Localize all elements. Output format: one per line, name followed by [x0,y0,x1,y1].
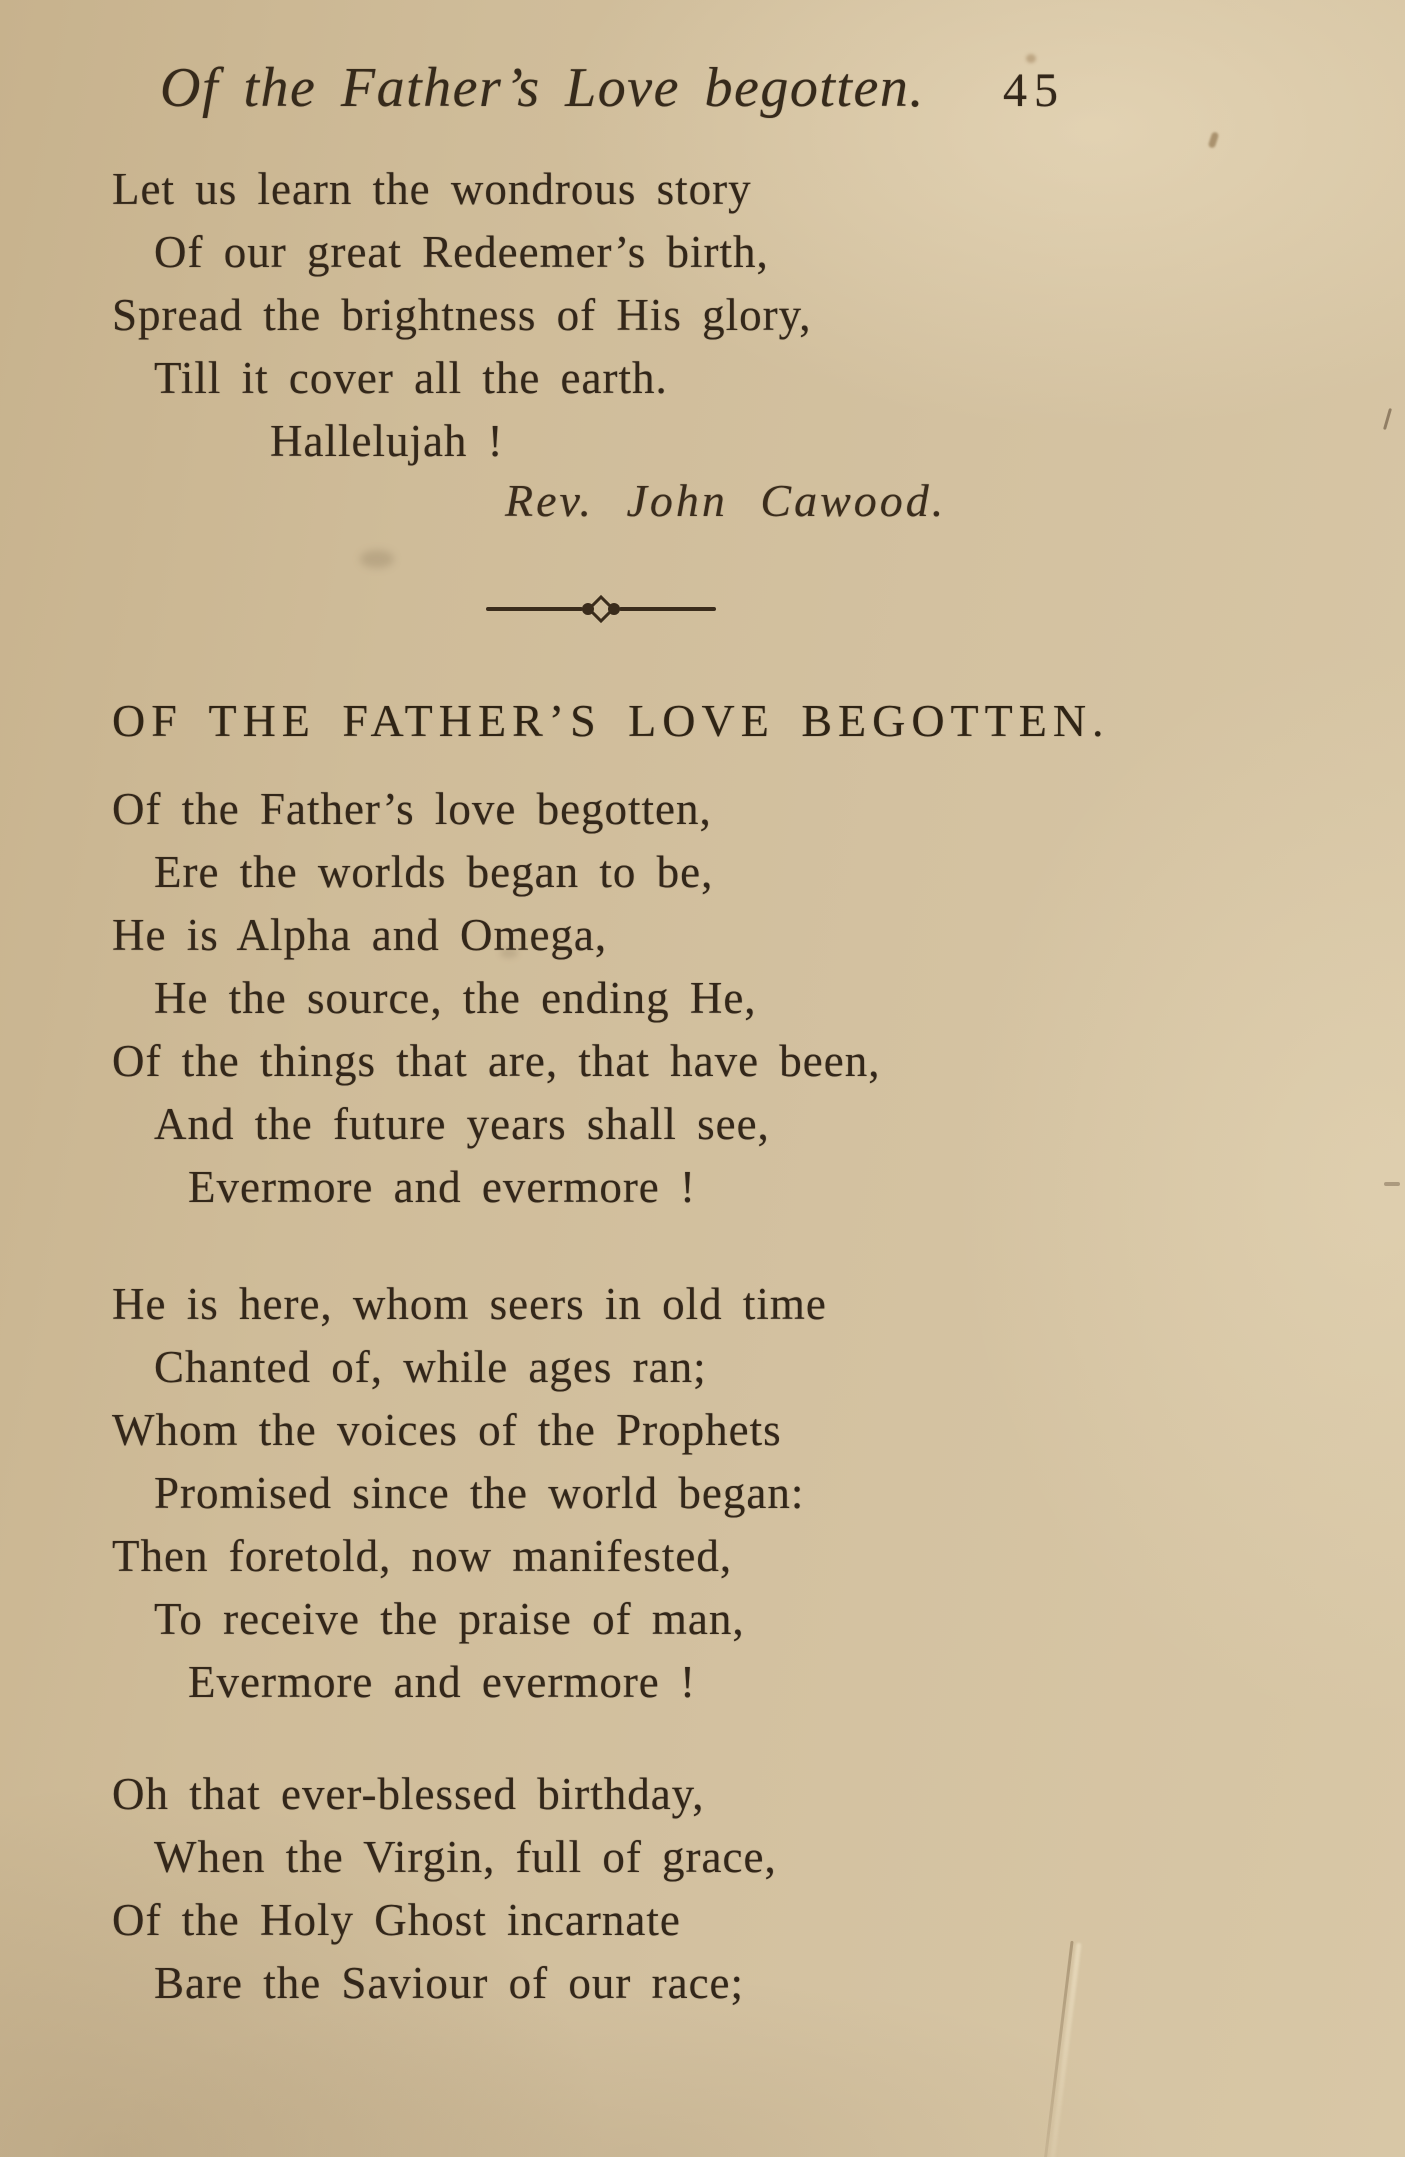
poem-line: Oh that ever-blessed birthday, [112,1769,705,1819]
hymn-stanza-3 [112,1763,1092,2015]
poem-line: Bare the Saviour of our race; [154,1958,745,2008]
poem-line: Hallelujah ! [270,416,504,466]
poem-line: He is here, whom seers in old time [112,1279,827,1329]
divider-rule-left [486,607,583,611]
page-number: 45 [1003,64,1065,117]
divider-diamond-icon [587,595,615,623]
hymn-stanza-1 [112,778,1092,1219]
poem-line: Of the things that are, that have been, [112,1036,881,1086]
running-head-title: Of the Father’s Love begotten. [160,57,925,119]
poem-line: He is Alpha and Omega, [112,910,608,960]
running-head [160,56,1065,120]
paper-edge-mark [1383,408,1392,430]
author-attribution: Rev. John Cawood. [505,475,947,526]
poem-line: Ere the worlds began to be, [154,847,714,897]
previous-hymn-final-stanza [112,158,1092,473]
poem-line: To receive the praise of man, [154,1594,745,1644]
poem-line: And the future years shall see, [154,1099,770,1149]
poem-line: Evermore and evermore ! [188,1162,697,1212]
poem-line: Of the Father’s love begotten, [112,784,712,834]
poem-line: Spread the brightness of His glory, [112,290,812,340]
section-divider-ornament [486,596,716,622]
poem-line: Of the Holy Ghost incarnate [112,1895,681,1945]
poem-line: He the source, the ending He, [154,973,757,1023]
paper-speck [1208,131,1220,148]
divider-rule-right [619,607,716,611]
paper-edge-mark [1384,1182,1400,1186]
poem-line: When the Virgin, full of grace, [154,1832,777,1882]
paper-smudge [360,550,394,568]
hymn-title: OF THE FATHER’S LOVE BEGOTTEN. [112,695,1110,746]
poem-line: Let us learn the wondrous story [112,164,752,214]
poem-line: Chanted of, while ages ran; [154,1342,707,1392]
poem-line: Then foretold, now manifested, [112,1531,733,1581]
poem-line: Promised since the world began: [154,1468,805,1518]
hymn-stanza-2 [112,1273,1092,1714]
poem-line: Till it cover all the earth. [154,353,668,403]
poem-line: Of our great Redeemer’s birth, [154,227,769,277]
poem-line: Whom the voices of the Prophets [112,1405,782,1455]
poem-line: Evermore and evermore ! [188,1657,697,1707]
